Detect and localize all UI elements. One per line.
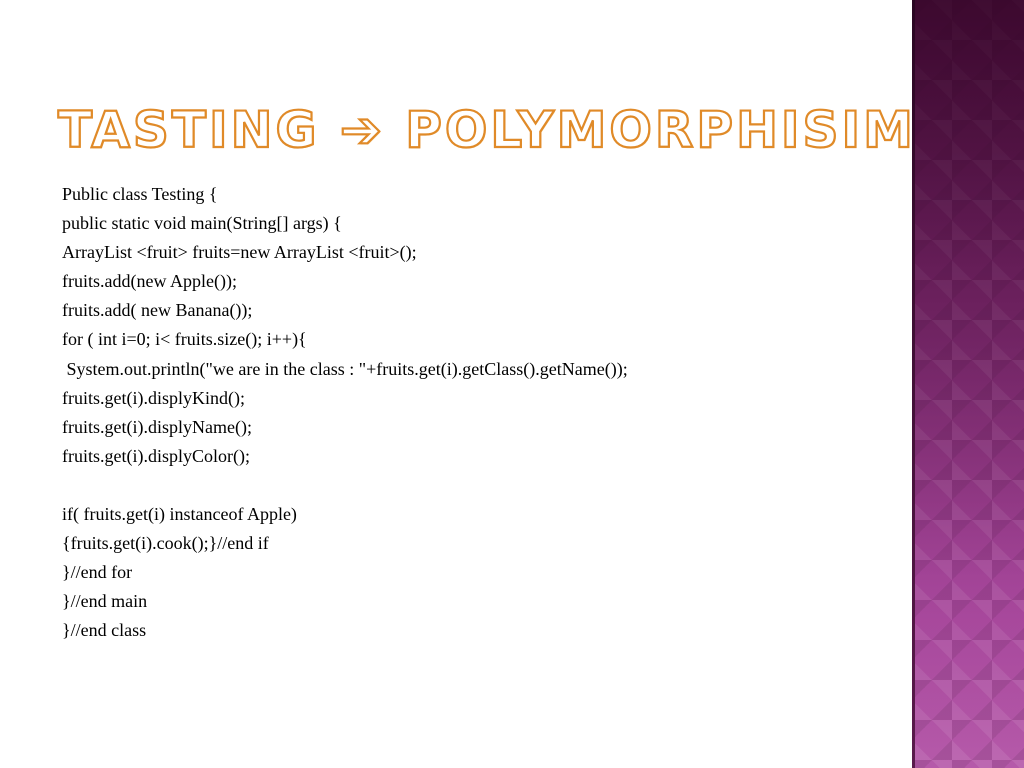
code-line: fruits.get(i).displyColor(); (62, 445, 250, 466)
decorative-sidebar (912, 0, 1024, 768)
code-line: ArrayList <fruit> fruits=new ArrayList <fruit>(); (62, 242, 417, 263)
code-line: System.out.println("we are in the class : "+fruits.get(i).getClass().getName()); (62, 358, 628, 379)
code-line: fruits.add( new Banana()); (62, 300, 253, 321)
code-line: }//end class (62, 620, 147, 641)
code-line: fruits.get(i).displyName(); (62, 416, 252, 437)
code-line: fruits.add(new Apple()); (62, 271, 237, 292)
code-line: {fruits.get(i).cook();}//end if (62, 533, 269, 554)
code-line: Public class Testing { (62, 184, 218, 204)
code-line: fruits.get(i).displyKind(); (62, 387, 245, 408)
code-block (62, 180, 902, 646)
code-line: public static void main(String[] args) { (62, 213, 342, 234)
code-line: for ( int i=0; i< fruits.size(); i++){ (62, 329, 307, 350)
code-line: }//end for (62, 562, 133, 583)
code-line: }//end main (62, 591, 148, 612)
code-line-blank (62, 471, 902, 500)
code-line: if( fruits.get(i) instanceof Apple) (62, 504, 297, 525)
slide-title: TASTING ➔ POLYMORPHISIM (58, 101, 916, 159)
